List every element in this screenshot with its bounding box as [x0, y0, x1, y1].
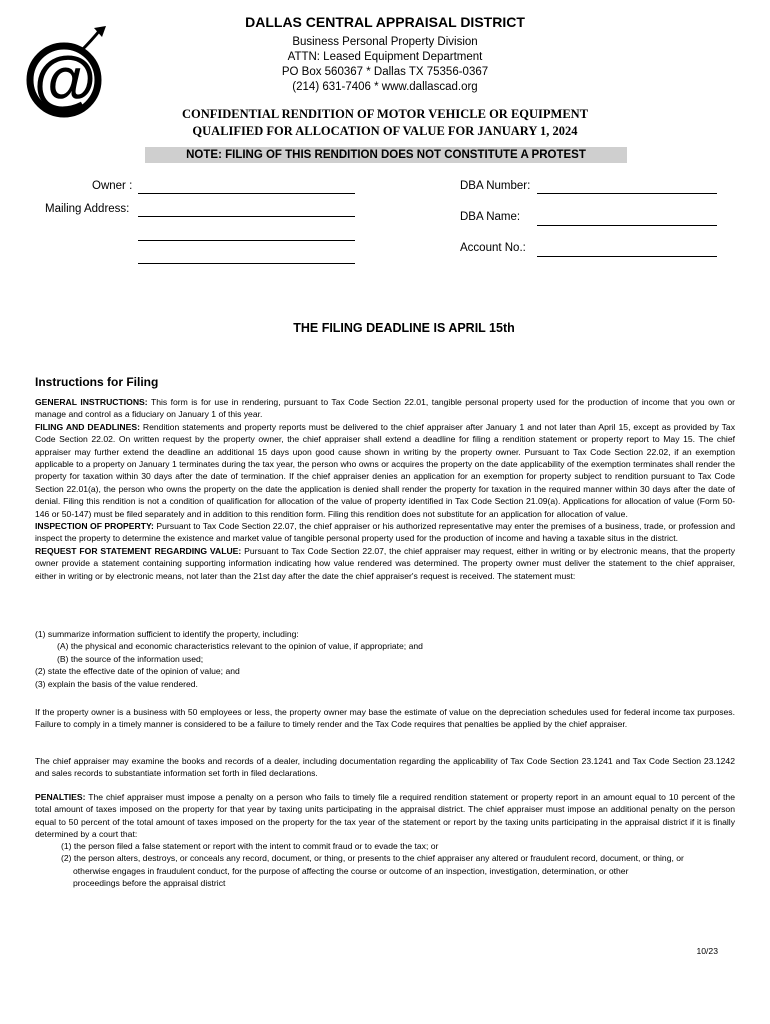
address-line: Business Personal Property Division [292, 36, 478, 48]
request-statement [35, 545, 735, 582]
small-business-paragraph: If the property owner is a business with 50 employees or less, the property owner may base the estimate of value on the depreciation schedules used for federal income tax purposes. Failure to comply in a timely manner is considered to be a failure to timely render and the Tax Code requires that penalties be applied by the chief appraiser. [35, 707, 735, 730]
general-instructions-text: This form is for use in rendering, pursuant to Tax Code Section 22.01, tangible personal property used for the production of income that you own or manage and control as a fiduciary on January 1 of this year. [35, 397, 735, 420]
dba-name-label: DBA Name: [460, 211, 521, 223]
filing-deadline: THE FILING DEADLINE IS APRIL 15th [293, 321, 515, 335]
svg-text:@: @ [32, 44, 96, 116]
account-number-label: Account No.: [460, 242, 526, 254]
list-item: (1) summarize information sufficient to identify the property, including: [35, 629, 299, 639]
mailing-address-field-2[interactable] [138, 240, 355, 241]
penalties-text: The chief appraiser must impose a penalty on a person who fails to timely file a required rendition statement or property report in an amount equal to 10 percent of the total amount of taxes imposed on the property for that year by taxing units participating in the appraisal district. The chief appraiser must impose an additional penalty on the person equal to 50 percent of the total amount of taxes imposed on the property for the tax year of the statement or report by the taxing units participating in the appraisal district if it is finally determined by a court that: [35, 792, 735, 840]
request-heading: REQUEST FOR STATEMENT REGARDING VALUE: [35, 545, 242, 556]
list-item: proceedings before the appraisal district [73, 878, 226, 889]
inspection-heading: INSPECTION OF PROPERTY: [35, 521, 154, 532]
owner-label: Owner : [92, 180, 133, 192]
dba-number-field[interactable] [537, 193, 717, 194]
statement-requirements-list [35, 628, 735, 690]
inspection-of-property [35, 520, 735, 545]
inspection-text: Pursuant to Tax Code Section 22.07, the chief appraiser or his authorized representative may enter the premises of a business, trade, or profession and inspect the property to determine the existence and market value of tangible personal property used for the production of income and having a taxable situs in the district. [35, 521, 735, 544]
list-item: (2) state the effective date of the opinion of value; and [35, 666, 240, 677]
mailing-address-label: Mailing Address: [45, 203, 130, 215]
form-title-line: QUALIFIED FOR ALLOCATION OF VALUE FOR JANUARY 1, 2024 [192, 124, 578, 138]
list-item: (B) the source of the information used; [57, 653, 204, 664]
form-title-line: CONFIDENTIAL RENDITION OF MOTOR VEHICLE OR EQUIPMENT [181, 107, 589, 121]
instructions-body [35, 396, 735, 582]
mailing-address-field-1[interactable] [138, 216, 355, 217]
dba-name-field[interactable] [537, 225, 717, 226]
address-block [0, 35, 770, 95]
dealer-records-paragraph: The chief appraiser may examine the books and records of a dealer, including documentation regarding the applicability of Tax Code Section 23.1241 and Tax Code Section 23.1242 and sales records to substantiate information set forth in filed declarations. [35, 756, 735, 779]
penalties-paragraph [35, 791, 735, 841]
list-item: (2) the person alters, destroys, or conceals any record, document, or thing, or presents to the chief appraiser any altered or fraudulent record, document, or thing, or [61, 853, 684, 864]
list-item: otherwise engages in fraudulent conduct, for the purpose of affecting the course or outcome of an inspection, investigation, determination, or other [73, 865, 629, 876]
general-instructions-heading: GENERAL INSTRUCTIONS: [35, 397, 148, 407]
list-item: (3) explain the basis of the value rendered. [35, 678, 198, 689]
agency-name: DALLAS CENTRAL APPRAISAL DISTRICT [245, 14, 525, 30]
mailing-address-field-3[interactable] [138, 263, 355, 264]
list-item: (1) the person filed a false statement or report with the intent to commit fraud or to evade the tax; or [61, 841, 439, 851]
filing-deadlines-text: Rendition statements and property reports must be delivered to the chief appraiser after January 1 and not later than April 15, except as provided by Tax Code Section 22.02. On written request by the property owner, the chief appraiser shall extend a deadline for filing a rendition statement or property report to May 15. The chief appraiser may further extend the deadline an additional 15 days upon good cause shown in writing by the property owner. Pursuant to Tax Code Section 22.02, if an exemption applicable to a property on January 1 terminates during the tax year, the person who owns or acquires the property on the date applicability of the exemption terminates shall render the property for taxation within 30 days after the date of termination. If the chief appraiser denies an application for an exemption for property subject to rendition pursuant to Tax Code Section 22.01(a), the person who owns the property on the date the application is denied shall render the property for taxation in the required manner within 30 days after the date of denial. Filing this rendition is not a condition of qualification for allocation of the value of property identified in Tax Code Section 21.09(a). Applications for allocation of value (Form 50-146 or 50-147) must be filed separately and in addition to this rendition form. Filing this rendition does not substitute for an application for allocation of value. [35, 421, 735, 519]
penalty-conditions-list [35, 840, 735, 890]
filing-deadlines [35, 421, 735, 520]
owner-field[interactable] [138, 193, 355, 194]
penalties-heading: PENALTIES: [35, 792, 86, 802]
penalties-text-block [35, 791, 735, 841]
protest-note: NOTE: FILING OF THIS RENDITION DOES NOT CONSTITUTE A PROTEST [145, 147, 627, 163]
form-title [0, 106, 770, 140]
instructions-title: Instructions for Filing [35, 375, 159, 389]
address-line: ATTN: Leased Equipment Department [287, 51, 483, 63]
general-instructions [35, 396, 735, 421]
address-line: (214) 631-7406 * www.dallascad.org [292, 81, 478, 93]
account-number-field[interactable] [537, 256, 717, 257]
request-text: Pursuant to Tax Code Section 22.07, the chief appraiser may request, either in writing or by electronic means, that the property owner provide a statement containing supporting information indicating how value rendered was determined. The property owner must deliver the statement to the chief appraiser, either in writing or by electronic means, not later than the 21st day after the date the chief appraiser's request is received. The statement must: [35, 545, 735, 581]
filing-deadlines-heading: FILING AND DEADLINES: [35, 421, 140, 432]
address-line: PO Box 560367 * Dallas TX 75356-0367 [281, 66, 489, 78]
revision-code: 10/23 [696, 946, 718, 956]
list-item: (A) the physical and economic characteristics relevant to the opinion of value, if appropriate; and [57, 641, 423, 652]
dba-number-label: DBA Number: [460, 180, 531, 192]
